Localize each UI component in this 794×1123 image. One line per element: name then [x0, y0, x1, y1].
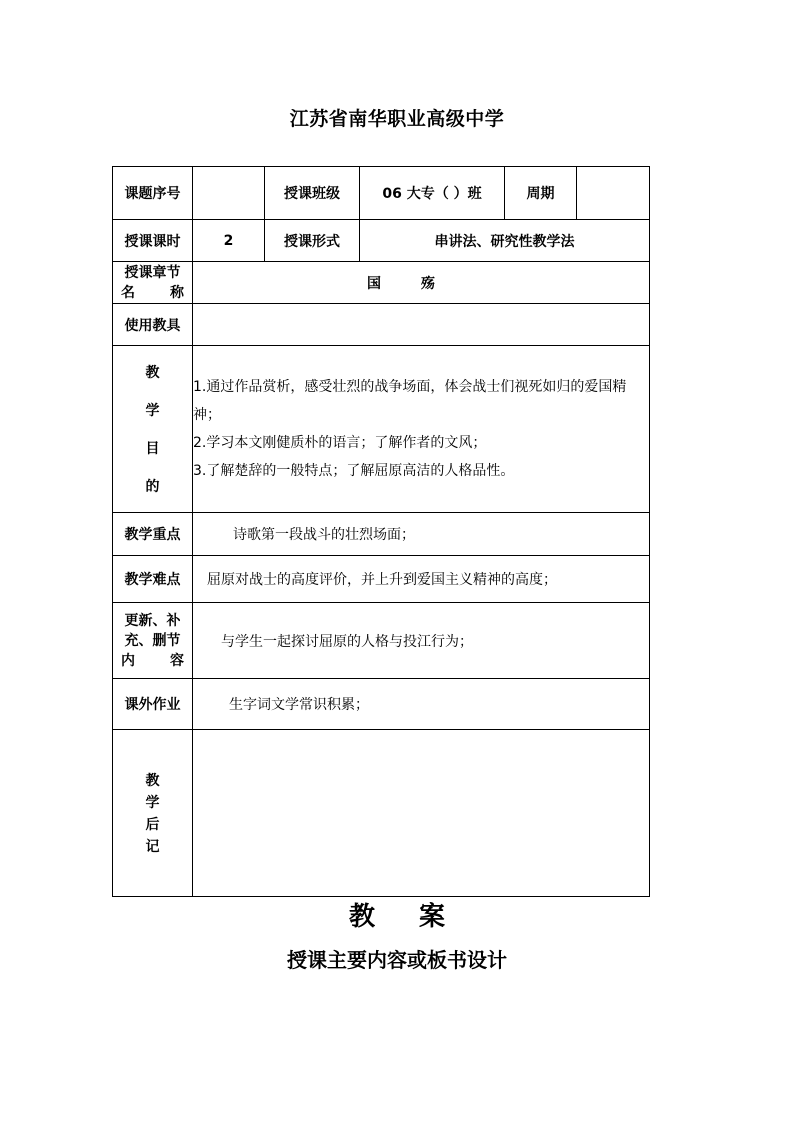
- row-hours-form: [113, 220, 650, 262]
- row-homework: [113, 679, 650, 730]
- homework-label: 课外作业: [113, 679, 193, 730]
- school-title: 江苏省南华职业高级中学: [289, 108, 505, 130]
- hours-label: 授课课时: [113, 220, 193, 262]
- form-value: 串讲法、研究性教学法: [360, 220, 650, 262]
- reflection-label-char-2: 学: [145, 795, 160, 811]
- lesson-plan-table: [112, 166, 650, 897]
- chapter-label-line2-b: 称: [170, 284, 184, 301]
- lesson-plan-heading-char-1: 教: [348, 902, 375, 932]
- update-label-line3-a: 内: [121, 652, 135, 669]
- topic-number-value: [193, 167, 265, 220]
- week-value: [577, 167, 650, 220]
- board-design-heading: 授课主要内容或板书设计: [287, 948, 507, 972]
- goals-label-char-1: 教: [145, 365, 160, 381]
- goals-label-char-2: 学: [145, 403, 160, 419]
- lesson-plan-heading: [0, 896, 794, 933]
- topic-number-label: 课题序号: [113, 167, 193, 220]
- difficulty-value: 屈原对战士的高度评价，并上升到爱国主义精神的高度；: [193, 556, 650, 603]
- goal-item-1: 1.通过作品赏析，感受壮烈的战争场面，体会战士们视死如归的爱国精神；: [193, 379, 627, 423]
- row-chapter: [113, 262, 650, 304]
- tools-value: [193, 304, 650, 346]
- class-label: 授课班级: [265, 167, 360, 220]
- row-goals: [113, 346, 650, 513]
- chapter-label-line2-a: 名: [121, 284, 135, 301]
- reflection-label-char-4: 记: [145, 839, 160, 855]
- goals-label-char-4: 的: [145, 479, 160, 495]
- goals-label-char-3: 目: [145, 441, 160, 457]
- homework-value: 生字词文学常识积累；: [193, 679, 650, 730]
- goals-label: [113, 346, 193, 513]
- reflection-label: [113, 730, 193, 897]
- tools-label: 使用教具: [113, 304, 193, 346]
- goal-item-3: 3.了解楚辞的一般特点；了解屈原高洁的人格品性。: [193, 463, 515, 479]
- reflection-label-char-3: 后: [145, 817, 160, 833]
- form-label: 授课形式: [265, 220, 360, 262]
- week-label: 周期: [505, 167, 577, 220]
- chapter-label-line2: [113, 283, 192, 303]
- lesson-plan-heading-char-2: 案: [419, 902, 446, 932]
- difficulty-label: 教学难点: [113, 556, 193, 603]
- row-tools: [113, 304, 650, 346]
- update-label: [113, 603, 193, 679]
- row-topic-class: [113, 167, 650, 220]
- update-value: 与学生一起探讨屈原的人格与投江行为；: [193, 603, 650, 679]
- key-point-label: 教学重点: [113, 513, 193, 556]
- row-difficulty: [113, 556, 650, 603]
- chapter-label-line1: 授课章节: [124, 264, 181, 281]
- update-label-line1: 更新、补: [124, 612, 181, 629]
- chapter-name: 国殇: [193, 262, 650, 304]
- chapter-label: [113, 262, 193, 304]
- row-key-point: [113, 513, 650, 556]
- reflection-label-char-1: 教: [145, 773, 160, 789]
- goal-item-2: 2.学习本文刚健质朴的语言；了解作者的文风；: [193, 435, 487, 451]
- goals-content: [193, 346, 650, 513]
- hours-value: 2: [193, 220, 265, 262]
- row-update: [113, 603, 650, 679]
- reflection-value: [193, 730, 650, 897]
- class-value: 06 大专（ ）班: [360, 167, 505, 220]
- key-point-value: 诗歌第一段战斗的壮烈场面；: [193, 513, 650, 556]
- update-label-line3-b: 容: [170, 652, 184, 669]
- update-label-line3: [113, 651, 192, 671]
- update-label-line2: 充、删节: [124, 632, 181, 649]
- row-reflection: [113, 730, 650, 897]
